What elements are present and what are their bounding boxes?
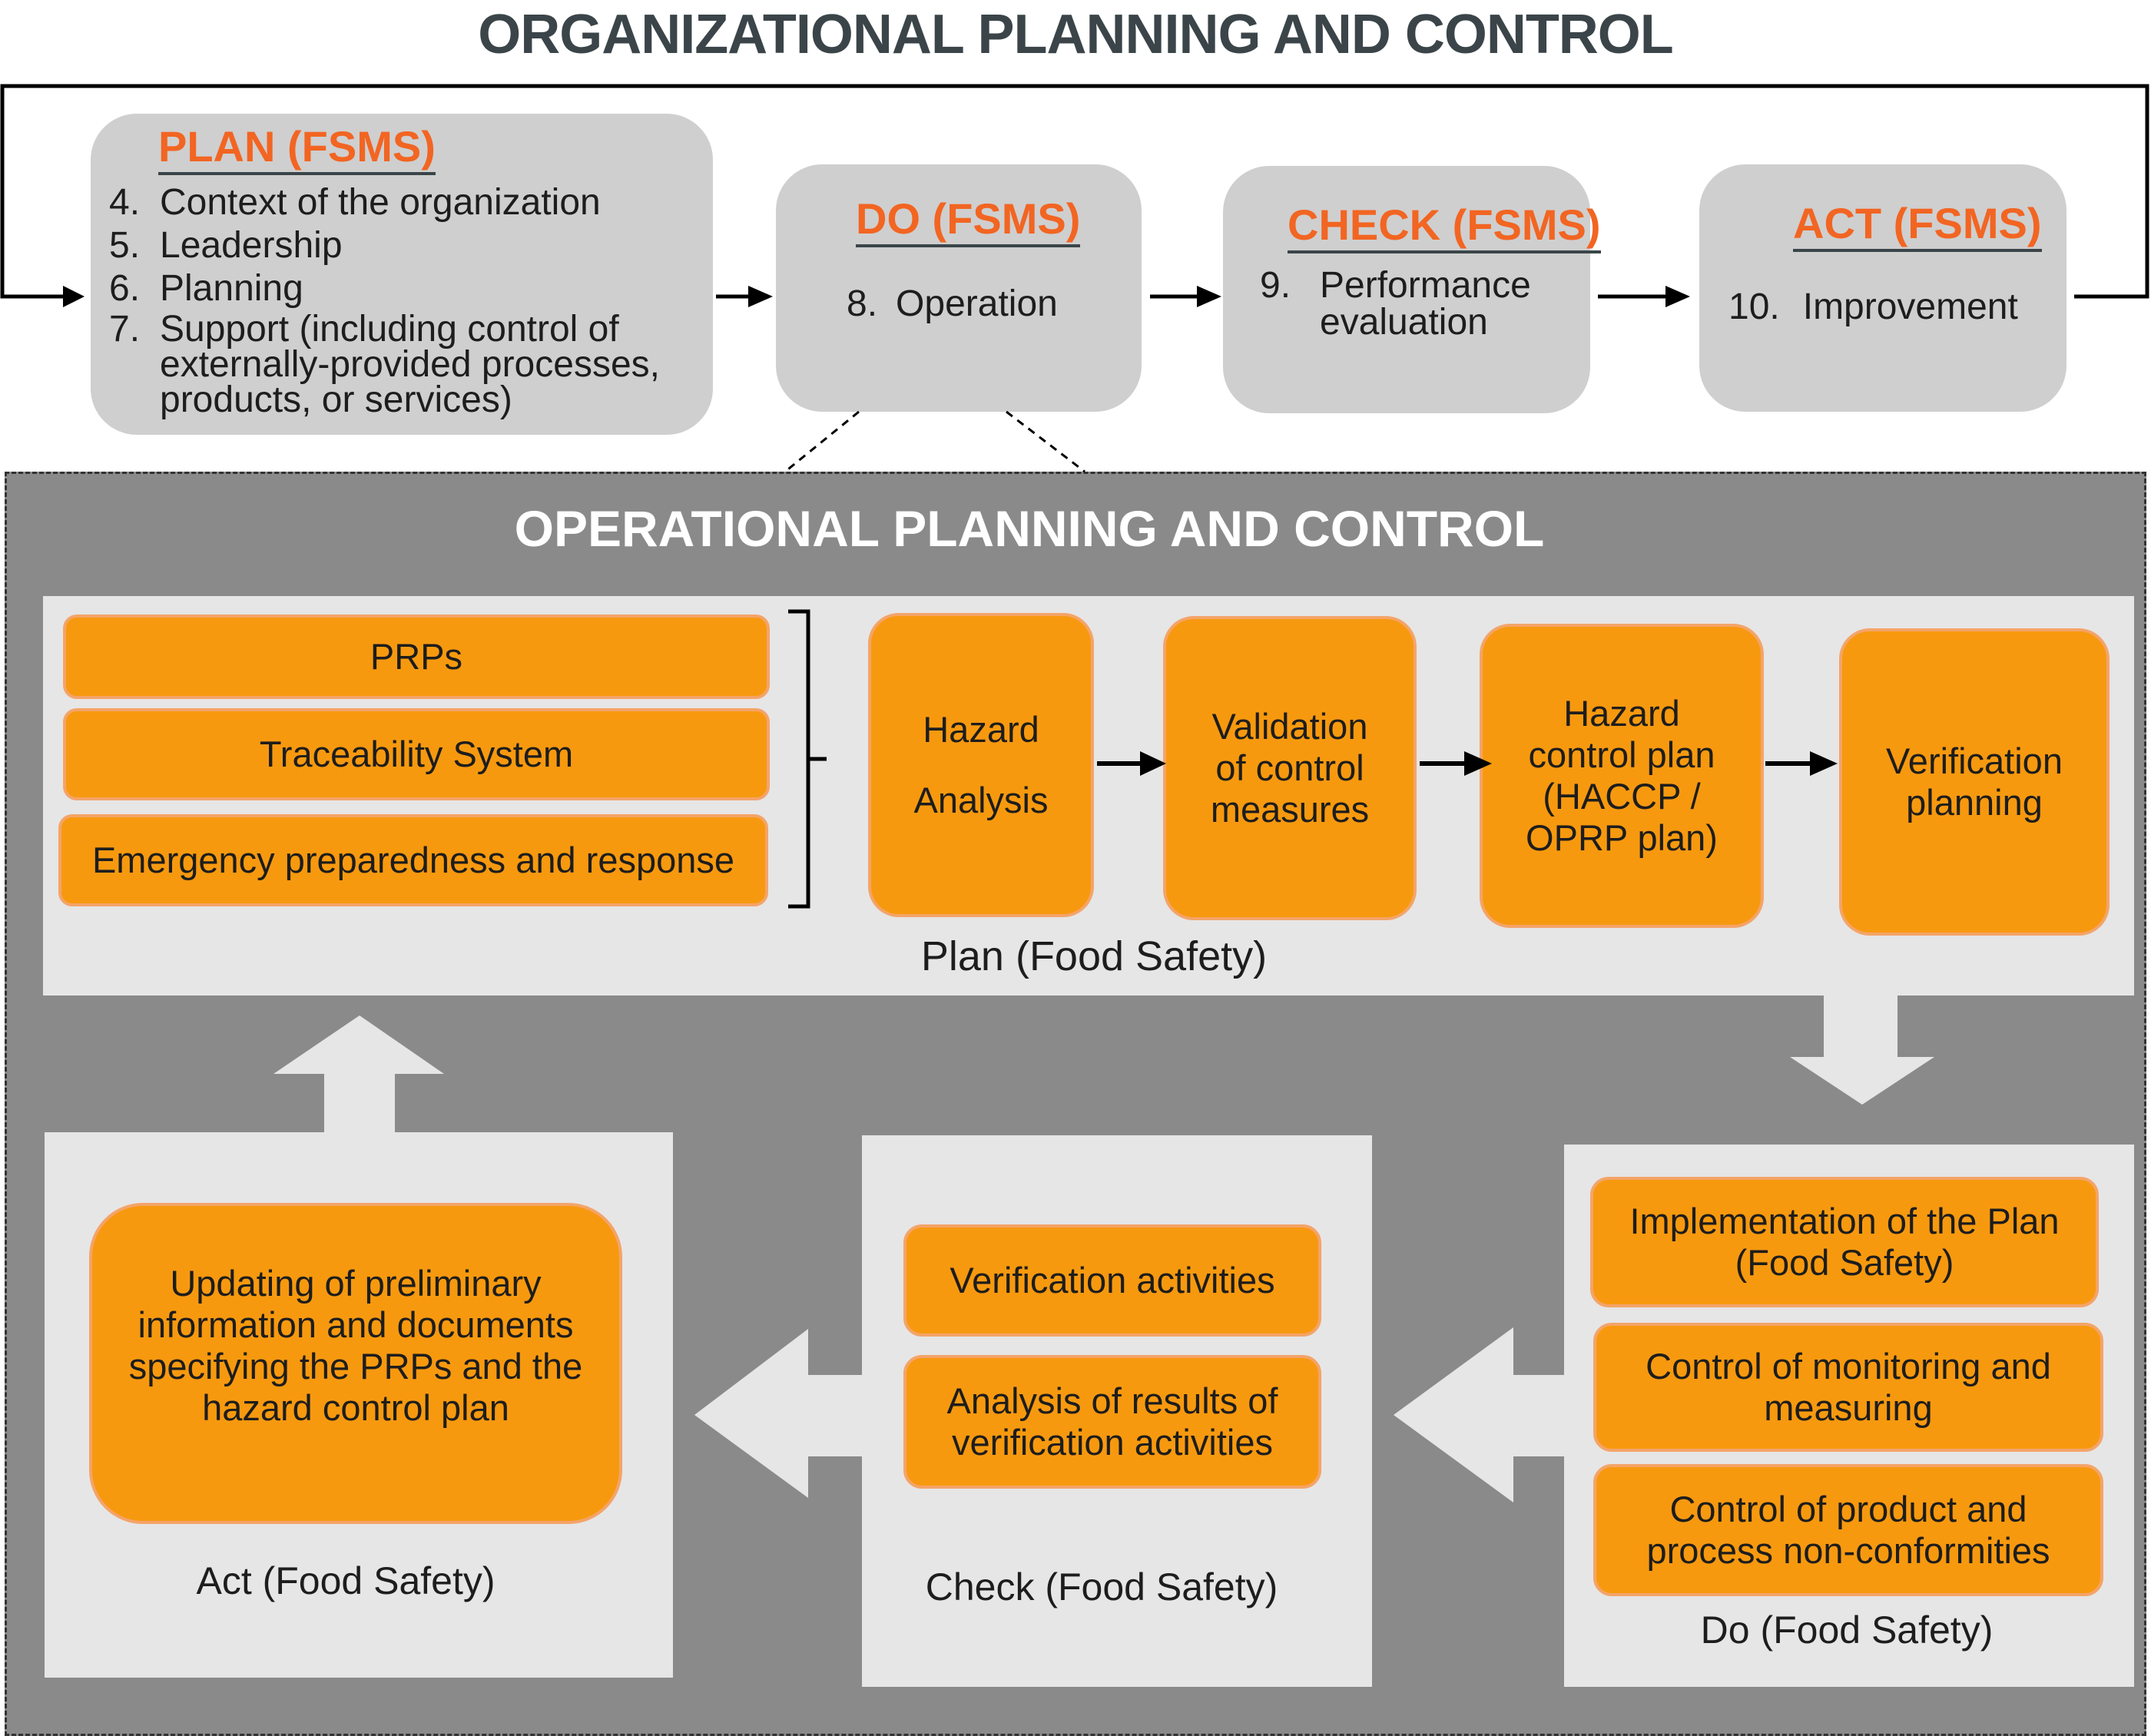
down-arrow [1790, 996, 1934, 1105]
prps-box: PRPs [63, 615, 770, 699]
do-fsms-heading: DO (FSMS) [856, 194, 1080, 247]
operational-title: OPERATIONAL PLANNING AND CONTROL [514, 500, 1545, 557]
act-updating-box: Updating of preliminary information and documents specifying the PRPs and the hazard control plan [89, 1203, 622, 1524]
step-hazard-control-plan: Hazard control plan (HACCP / OPRP plan) [1480, 624, 1764, 928]
plan-item: 7. Support (including control of externally-provided processes, products, or services) [109, 309, 660, 420]
plan-item: 4. Context of the organization [109, 182, 601, 223]
check-analysis-box: Analysis of results of verification activities [903, 1355, 1321, 1489]
act-food-safety-label: Act (Food Safety) [196, 1559, 495, 1602]
check-fsms-heading: CHECK (FSMS) [1288, 200, 1601, 253]
step-verification-planning: Verification planning [1839, 628, 2110, 936]
plan-food-safety-label: Plan (Food Safety) [920, 933, 1268, 979]
plan-item: 6. Planning [109, 268, 303, 309]
act-fsms-item: 10. Improvement [1728, 287, 2018, 327]
check-verification-box: Verification activities [903, 1224, 1321, 1337]
do-monitoring-box: Control of monitoring and measuring [1593, 1323, 2103, 1452]
step-validation: Validation of control measures [1163, 616, 1417, 920]
traceability-box: Traceability System [63, 708, 770, 800]
do-nonconformities-box: Control of product and process non-conformities [1593, 1464, 2103, 1596]
up-arrow [273, 1015, 444, 1134]
left-arrow-check-act [694, 1329, 862, 1498]
check-food-safety-label: Check (Food Safety) [925, 1565, 1278, 1608]
act-fsms-heading: ACT (FSMS) [1793, 198, 2042, 252]
left-arrow-do-check [1394, 1327, 1564, 1502]
plan-fsms-heading: PLAN (FSMS) [158, 121, 436, 175]
page-title: ORGANIZATIONAL PLANNING AND CONTROL [478, 4, 1673, 65]
plan-item: 5. Leadership [109, 225, 343, 266]
check-fsms-item: 9. Performance evaluation [1260, 265, 1531, 343]
do-food-safety-label: Do (Food Safety) [1700, 1608, 1994, 1652]
do-implementation-box: Implementation of the Plan (Food Safety) [1590, 1177, 2099, 1307]
emergency-box: Emergency preparedness and response [58, 814, 768, 906]
step-hazard-analysis: Hazard Analysis [868, 613, 1094, 917]
do-fsms-item: 8. Operation [847, 283, 1058, 324]
